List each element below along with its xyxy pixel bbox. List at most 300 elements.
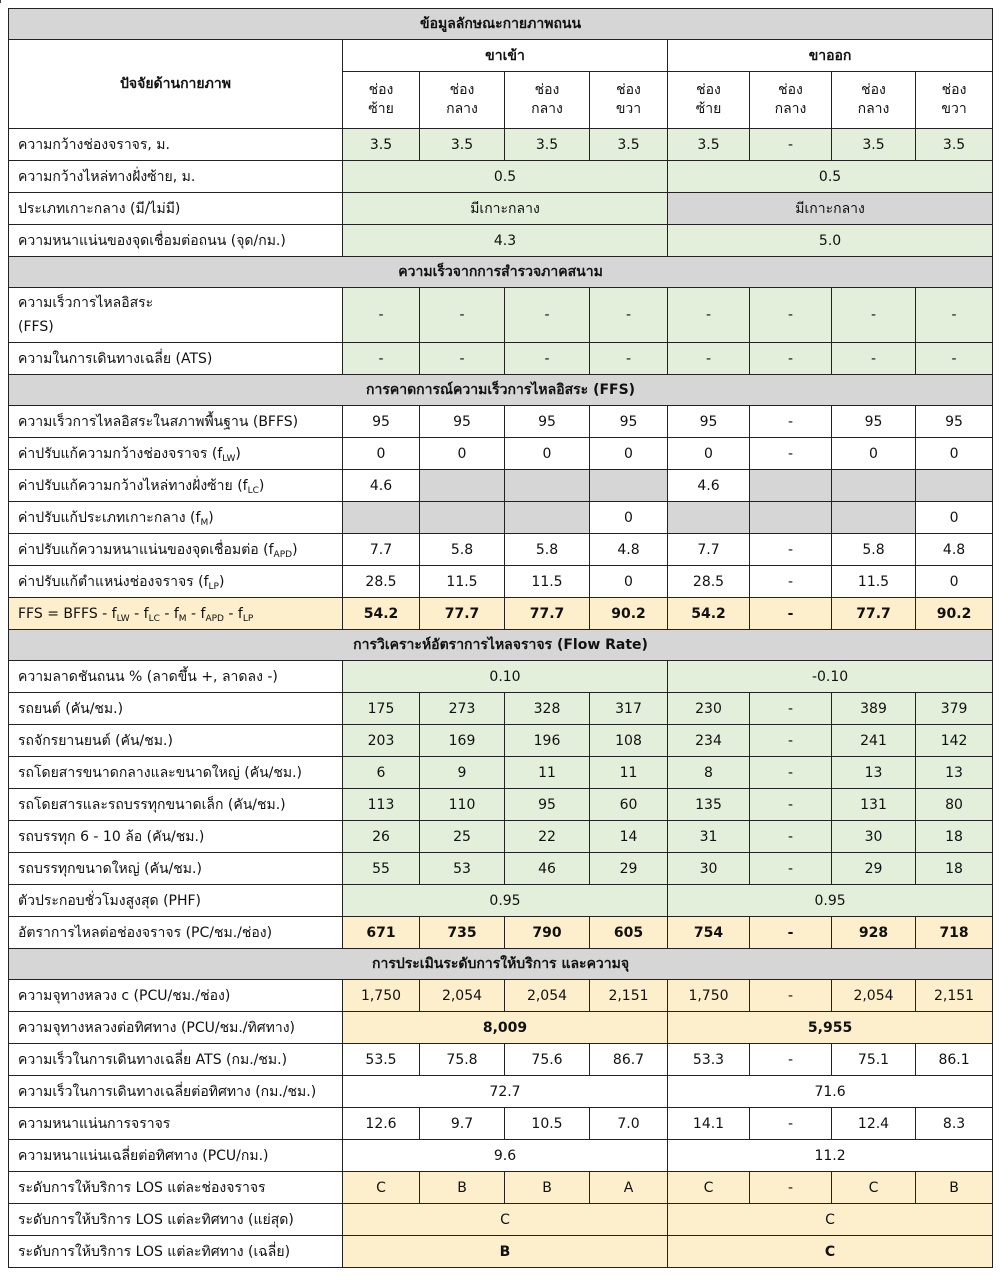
cell-lane-3: 790 xyxy=(505,917,590,949)
cell-lane-7: 389 xyxy=(832,693,916,725)
cell-inbound: 4.3 xyxy=(343,225,668,257)
cell-lane-5 xyxy=(668,502,750,534)
cell-lane-5: 7.7 xyxy=(668,534,750,566)
cell-lane-6: - xyxy=(750,598,832,630)
cell-lane-1: 7.7 xyxy=(343,534,420,566)
lane-header-line-2: กลาง xyxy=(774,101,807,117)
label-text: ค่าปรับแก้ความหนาแน่นของจุดเชื่อมต่อ (f xyxy=(18,541,274,558)
cell-lane-7: 29 xyxy=(832,853,916,885)
cell-lane-4: 11 xyxy=(590,757,668,789)
ats-dir-row xyxy=(9,1076,993,1108)
median-row xyxy=(9,193,993,225)
cell-lane-1: 175 xyxy=(343,693,420,725)
lane-header-7 xyxy=(832,72,916,129)
cell-lane-5: 31 xyxy=(668,821,750,853)
cell-lane-5: 230 xyxy=(668,693,750,725)
cell-lane-3: - xyxy=(505,288,590,343)
cell-lane-2: 5.8 xyxy=(420,534,505,566)
cell-lane-8: 0 xyxy=(916,502,993,534)
cell-lane-8: 90.2 xyxy=(916,598,993,630)
density-dir-row xyxy=(9,1140,993,1172)
lane-header-4 xyxy=(590,72,668,129)
cell-lane-2: B xyxy=(420,1172,505,1204)
subscript: LC xyxy=(247,485,259,496)
cell-lane-4: 2,151 xyxy=(590,980,668,1012)
row-label: ความเร็วการไหลอิสระในสภาพพื้นฐาน (BFFS) xyxy=(9,406,343,438)
subscript: LC xyxy=(148,613,160,624)
formula-part: FFS = BFFS - f xyxy=(18,605,117,622)
ffs-result-row xyxy=(9,598,993,630)
cell-lane-1: 4.6 xyxy=(343,470,420,502)
cell-lane-1: 3.5 xyxy=(343,129,420,161)
subscript: LW xyxy=(222,453,236,464)
cell-lane-7: 5.8 xyxy=(832,534,916,566)
cell-lane-8: 18 xyxy=(916,853,993,885)
cell-lane-2: 9 xyxy=(420,757,505,789)
row-label: รถโดยสารขนาดกลางและขนาดใหญ่ (คัน/ชม.) xyxy=(9,757,343,789)
lane-header-line-2: กลาง xyxy=(857,101,890,117)
subscript: M xyxy=(200,517,209,528)
section-ffs-prediction-row xyxy=(9,375,993,406)
cell-lane-5: 14.1 xyxy=(668,1108,750,1140)
outbound-header: ขาออก xyxy=(668,40,993,72)
vehicle-row-6 xyxy=(9,853,993,885)
cell-lane-6: - xyxy=(750,980,832,1012)
cell-outbound: มีเกาะกลาง xyxy=(668,193,993,225)
lane-header-line-1: ช่อง xyxy=(861,82,886,98)
cell-lane-1: 6 xyxy=(343,757,420,789)
cell-outbound: 5.0 xyxy=(668,225,993,257)
cell-outbound: -0.10 xyxy=(668,661,993,693)
cell-lane-1: 26 xyxy=(343,821,420,853)
flow-rate-row xyxy=(9,917,993,949)
subscript: LP xyxy=(208,581,219,592)
cell-lane-8: 0 xyxy=(916,438,993,470)
cell-lane-7: 3.5 xyxy=(832,129,916,161)
row-label: ความจุทางหลวง c (PCU/ชม./ช่อง) xyxy=(9,980,343,1012)
los-lane-row xyxy=(9,1172,993,1204)
cell-lane-3 xyxy=(505,502,590,534)
label-text: ค่าปรับแก้ประเภทเกาะกลาง (f xyxy=(18,509,201,526)
cell-lane-2: 0 xyxy=(420,438,505,470)
cell-lane-4: - xyxy=(590,343,668,375)
header-row-1 xyxy=(9,40,993,72)
cell-lane-2: 110 xyxy=(420,789,505,821)
cell-lane-6: - xyxy=(750,1172,832,1204)
cell-lane-2: 9.7 xyxy=(420,1108,505,1140)
field-ffs-row xyxy=(9,288,993,343)
row-label: ความเร็วในการเดินทางเฉลี่ย ATS (กม./ชม.) xyxy=(9,1044,343,1076)
section-ffs-prediction: การคาดการณ์ความเร็วการไหลอิสระ (FFS) xyxy=(9,375,993,406)
cell-lane-2: 75.8 xyxy=(420,1044,505,1076)
cell-lane-2: 2,054 xyxy=(420,980,505,1012)
cell-lane-8: 718 xyxy=(916,917,993,949)
cell-lane-6: - xyxy=(750,534,832,566)
cell-lane-1 xyxy=(343,502,420,534)
cell-lane-2: - xyxy=(420,288,505,343)
row-label: ระดับการให้บริการ LOS แต่ละทิศทาง (แย่สุด) xyxy=(9,1204,343,1236)
cell-lane-1: 203 xyxy=(343,725,420,757)
bffs-row xyxy=(9,406,993,438)
cell-outbound: C xyxy=(668,1236,993,1268)
vehicle-row-5 xyxy=(9,821,993,853)
row-label: ประเภทเกาะกลาง (มี/ไม่มี) xyxy=(9,193,343,225)
section-field-speed: ความเร็วจากการสำรวจภาคสนาม xyxy=(9,257,993,288)
cell-lane-6: - xyxy=(750,406,832,438)
cell-lane-4: 605 xyxy=(590,917,668,949)
row-label xyxy=(9,438,343,470)
capacity-row xyxy=(9,980,993,1012)
lane-header-2 xyxy=(420,72,505,129)
cell-lane-4: 95 xyxy=(590,406,668,438)
cell-outbound: 0.95 xyxy=(668,885,993,917)
row-label: ความในการเดินทางเฉลี่ย (ATS) xyxy=(9,343,343,375)
label-line-1: ความเร็วการไหลอิสระ xyxy=(18,295,154,311)
cell-lane-5: 54.2 xyxy=(668,598,750,630)
subscript: APD xyxy=(273,549,293,560)
cell-lane-6: - xyxy=(750,438,832,470)
row-label: ความหนาแน่นการจราจร xyxy=(9,1108,343,1140)
lane-header-line-1: ช่อง xyxy=(368,82,394,98)
cell-lane-6: - xyxy=(750,789,832,821)
cell-lane-4: 3.5 xyxy=(590,129,668,161)
cell-lane-5: 754 xyxy=(668,917,750,949)
cell-lane-1: 0 xyxy=(343,438,420,470)
lane-header-line-1: ช่อง xyxy=(534,82,560,98)
cell-lane-5: 1,750 xyxy=(668,980,750,1012)
row-label: ระดับการให้บริการ LOS แต่ละทิศทาง (เฉลี่ย) xyxy=(9,1236,343,1268)
cell-lane-7: 12.4 xyxy=(832,1108,916,1140)
label-line-2: (FFS) xyxy=(18,319,54,335)
cell-lane-3: 75.6 xyxy=(505,1044,590,1076)
cell-lane-5: 135 xyxy=(668,789,750,821)
cell-lane-3: 11 xyxy=(505,757,590,789)
subscript: APD xyxy=(205,613,224,624)
row-label: ความกว้างช่องจราจร, ม. xyxy=(9,129,343,161)
road-analysis-table xyxy=(8,8,993,1268)
cell-lane-7: 11.5 xyxy=(832,566,916,598)
cell-lane-6: - xyxy=(750,821,832,853)
label-text: ค่าปรับแก้ความกว้างช่องจราจร (f xyxy=(18,445,223,462)
cell-lane-3: 46 xyxy=(505,853,590,885)
cell-lane-4: 108 xyxy=(590,725,668,757)
cell-lane-5: 0 xyxy=(668,438,750,470)
subscript: LW xyxy=(116,613,130,624)
cell-lane-6: - xyxy=(750,693,832,725)
cell-lane-4: 7.0 xyxy=(590,1108,668,1140)
factor-header: ปัจจัยด้านกายภาพ xyxy=(9,40,343,129)
cell-lane-7: 77.7 xyxy=(832,598,916,630)
cell-lane-3: 77.7 xyxy=(505,598,590,630)
cell-lane-4: 0 xyxy=(590,502,668,534)
cell-lane-6: - xyxy=(750,853,832,885)
cell-lane-8: 142 xyxy=(916,725,993,757)
cell-lane-7: 95 xyxy=(832,406,916,438)
cell-inbound: 0.95 xyxy=(343,885,668,917)
cell-lane-8: - xyxy=(916,343,993,375)
cell-lane-8: 86.1 xyxy=(916,1044,993,1076)
row-label: ตัวประกอบชั่วโมงสูงสุด (PHF) xyxy=(9,885,343,917)
cell-lane-5: 8 xyxy=(668,757,750,789)
cell-lane-5: 4.6 xyxy=(668,470,750,502)
fm-row xyxy=(9,502,993,534)
cell-lane-6 xyxy=(750,470,832,502)
cell-lane-7: - xyxy=(832,343,916,375)
cell-lane-7: 13 xyxy=(832,757,916,789)
cell-lane-3: 95 xyxy=(505,406,590,438)
cell-lane-6: - xyxy=(750,1044,832,1076)
grade-row xyxy=(9,661,993,693)
section-physical: ข้อมูลลักษณะกายภาพถนน xyxy=(9,9,993,40)
cell-lane-7 xyxy=(832,470,916,502)
cell-lane-5: 234 xyxy=(668,725,750,757)
row-label: รถบรรทุกขนาดใหญ่ (คัน/ชม.) xyxy=(9,853,343,885)
cell-lane-6: - xyxy=(750,917,832,949)
cell-lane-5: 3.5 xyxy=(668,129,750,161)
lane-header-line-1: ช่อง xyxy=(941,82,967,98)
cell-outbound: 11.2 xyxy=(668,1140,993,1172)
cell-lane-4: 317 xyxy=(590,693,668,725)
cell-lane-2: 273 xyxy=(420,693,505,725)
cell-lane-5: 28.5 xyxy=(668,566,750,598)
cell-lane-4: - xyxy=(590,288,668,343)
field-ats-row xyxy=(9,343,993,375)
cell-lane-8: B xyxy=(916,1172,993,1204)
cell-lane-7: - xyxy=(832,288,916,343)
vehicle-row-2 xyxy=(9,725,993,757)
cell-lane-7: 0 xyxy=(832,438,916,470)
cell-lane-7: C xyxy=(832,1172,916,1204)
row-label: ความหนาแน่นของจุดเชื่อมต่อถนน (จุด/กม.) xyxy=(9,225,343,257)
subscript: M xyxy=(178,613,187,624)
flw-row xyxy=(9,438,993,470)
formula-part: - f xyxy=(223,605,243,622)
cell-lane-5: C xyxy=(668,1172,750,1204)
cell-lane-8: 0 xyxy=(916,566,993,598)
section-flow-rate: การวิเคราะห์อัตราการไหลจราจร (Flow Rate) xyxy=(9,630,993,661)
vehicle-row-4 xyxy=(9,789,993,821)
cell-lane-8: 3.5 xyxy=(916,129,993,161)
cell-lane-8: 8.3 xyxy=(916,1108,993,1140)
cell-lane-3: 5.8 xyxy=(505,534,590,566)
cell-lane-7: 75.1 xyxy=(832,1044,916,1076)
vehicle-row-3 xyxy=(9,757,993,789)
cell-lane-1: 28.5 xyxy=(343,566,420,598)
cell-lane-3: 196 xyxy=(505,725,590,757)
cell-lane-6: - xyxy=(750,757,832,789)
cell-lane-4: 4.8 xyxy=(590,534,668,566)
lane-header-1 xyxy=(343,72,420,129)
formula-part: - f xyxy=(129,605,149,622)
cell-lane-6: - xyxy=(750,725,832,757)
row-label xyxy=(9,534,343,566)
row-label: ความเร็วในการเดินทางเฉลี่ยต่อทิศทาง (กม./ชม.) xyxy=(9,1076,343,1108)
formula-part: - f xyxy=(159,605,179,622)
row-label xyxy=(9,566,343,598)
cell-lane-5: - xyxy=(668,343,750,375)
cell-inbound: 72.7 xyxy=(343,1076,668,1108)
cell-lane-1: - xyxy=(343,343,420,375)
cell-lane-2: 11.5 xyxy=(420,566,505,598)
lane-header-line-2: ซ้าย xyxy=(368,101,394,117)
cell-lane-7: 2,054 xyxy=(832,980,916,1012)
lane-header-line-2: ขวา xyxy=(941,101,967,117)
section-physical-row xyxy=(9,9,993,40)
row-label: รถโดยสารและรถบรรทุกขนาดเล็ก (คัน/ชม.) xyxy=(9,789,343,821)
cell-lane-4: 29 xyxy=(590,853,668,885)
cell-lane-6: - xyxy=(750,1108,832,1140)
cell-lane-1: 1,750 xyxy=(343,980,420,1012)
cell-lane-8: 2,151 xyxy=(916,980,993,1012)
ats-row xyxy=(9,1044,993,1076)
cell-lane-1: 95 xyxy=(343,406,420,438)
cell-outbound: 0.5 xyxy=(668,161,993,193)
cell-lane-2: 95 xyxy=(420,406,505,438)
label-tail: ) xyxy=(235,445,241,462)
row-label: ความจุทางหลวงต่อทิศทาง (PCU/ชม./ทิศทาง) xyxy=(9,1012,343,1044)
cell-lane-3: 11.5 xyxy=(505,566,590,598)
cell-lane-6 xyxy=(750,502,832,534)
lane-header-line-2: ซ้าย xyxy=(695,101,722,117)
cell-lane-5: 95 xyxy=(668,406,750,438)
cell-lane-7: 928 xyxy=(832,917,916,949)
cell-inbound: 8,009 xyxy=(343,1012,668,1044)
fapd-row xyxy=(9,534,993,566)
cell-lane-8: 4.8 xyxy=(916,534,993,566)
lane-header-line-1: ช่อง xyxy=(778,82,803,98)
lane-header-line-1: ช่อง xyxy=(696,82,721,98)
cell-lane-3 xyxy=(505,470,590,502)
cell-lane-2: 169 xyxy=(420,725,505,757)
cell-lane-1: 113 xyxy=(343,789,420,821)
los-worst-row xyxy=(9,1204,993,1236)
cell-lane-4: 0 xyxy=(590,438,668,470)
cell-lane-8 xyxy=(916,470,993,502)
label-tail: ) xyxy=(218,573,225,590)
cell-inbound: มีเกาะกลาง xyxy=(343,193,668,225)
cell-lane-3: 328 xyxy=(505,693,590,725)
row-label: ระดับการให้บริการ LOS แต่ละช่องจราจร xyxy=(9,1172,343,1204)
cell-lane-2: 25 xyxy=(420,821,505,853)
inbound-header: ขาเข้า xyxy=(343,40,668,72)
row-label xyxy=(9,470,343,502)
cell-outbound: 5,955 xyxy=(668,1012,993,1044)
section-flow-rate-row xyxy=(9,630,993,661)
row-label: อัตราการไหลต่อช่องจราจร (PC/ชม./ช่อง) xyxy=(9,917,343,949)
cell-lane-4: 60 xyxy=(590,789,668,821)
cell-lane-4: 0 xyxy=(590,566,668,598)
lane-header-line-2: กลาง xyxy=(531,101,563,117)
cell-lane-4: A xyxy=(590,1172,668,1204)
cell-lane-3: B xyxy=(505,1172,590,1204)
subscript: LP xyxy=(242,613,254,624)
cell-inbound: 0.5 xyxy=(343,161,668,193)
cell-lane-3: 2,054 xyxy=(505,980,590,1012)
cell-lane-2 xyxy=(420,502,505,534)
los-avg-row xyxy=(9,1236,993,1268)
cell-lane-7: 241 xyxy=(832,725,916,757)
cell-lane-7: 131 xyxy=(832,789,916,821)
cell-lane-8: - xyxy=(916,288,993,343)
flc-row xyxy=(9,470,993,502)
cell-lane-4: 90.2 xyxy=(590,598,668,630)
row-label xyxy=(9,502,343,534)
access-density-row xyxy=(9,225,993,257)
lane-header-line-1: ช่อง xyxy=(616,82,641,98)
cell-outbound: 71.6 xyxy=(668,1076,993,1108)
section-los: การประเมินระดับการให้บริการ และความจุ xyxy=(9,949,993,980)
cell-lane-5: - xyxy=(668,288,750,343)
capacity-dir-row xyxy=(9,1012,993,1044)
label-text: ค่าปรับแก้ตำแหน่งช่องจราจร (f xyxy=(18,573,209,590)
lane-header-8 xyxy=(916,72,993,129)
density-row xyxy=(9,1108,993,1140)
cell-lane-2: 3.5 xyxy=(420,129,505,161)
cell-inbound: B xyxy=(343,1236,668,1268)
row-label: รถบรรทุก 6 - 10 ล้อ (คัน/ชม.) xyxy=(9,821,343,853)
cell-lane-2: 53 xyxy=(420,853,505,885)
cell-lane-3: 10.5 xyxy=(505,1108,590,1140)
cell-lane-4 xyxy=(590,470,668,502)
cell-inbound: 0.10 xyxy=(343,661,668,693)
cell-lane-5: 30 xyxy=(668,853,750,885)
cell-lane-6: - xyxy=(750,129,832,161)
lane-header-3 xyxy=(505,72,590,129)
cell-lane-3: 22 xyxy=(505,821,590,853)
cell-lane-7: 30 xyxy=(832,821,916,853)
cell-lane-6: - xyxy=(750,288,832,343)
cell-lane-2: - xyxy=(420,343,505,375)
lane-header-line-2: ขวา xyxy=(615,101,642,117)
label-tail: ) xyxy=(292,541,298,558)
cell-lane-3: 95 xyxy=(505,789,590,821)
label-text: ค่าปรับแก้ความกว้างไหล่ทางฝั่งซ้าย (f xyxy=(18,477,248,494)
cell-lane-4: 86.7 xyxy=(590,1044,668,1076)
cell-lane-3: - xyxy=(505,343,590,375)
cell-lane-8: 95 xyxy=(916,406,993,438)
section-los-row xyxy=(9,949,993,980)
cell-lane-1: 12.6 xyxy=(343,1108,420,1140)
cell-lane-3: 0 xyxy=(505,438,590,470)
row-label: รถจักรยานยนต์ (คัน/ชม.) xyxy=(9,725,343,757)
lane-header-line-1: ช่อง xyxy=(449,82,475,98)
cell-lane-1: 671 xyxy=(343,917,420,949)
cell-lane-7 xyxy=(832,502,916,534)
cell-lane-1: 53.5 xyxy=(343,1044,420,1076)
lane-width-row xyxy=(9,129,993,161)
flp-row xyxy=(9,566,993,598)
cell-lane-4: 14 xyxy=(590,821,668,853)
label-tail: ) xyxy=(208,509,214,526)
shoulder-row xyxy=(9,161,993,193)
row-label: ความกว้างไหล่ทางฝั่งซ้าย, ม. xyxy=(9,161,343,193)
lane-header-5 xyxy=(668,72,750,129)
cell-outbound: C xyxy=(668,1204,993,1236)
ffs-formula xyxy=(9,598,343,630)
cell-inbound: C xyxy=(343,1204,668,1236)
vehicle-row-1 xyxy=(9,693,993,725)
cell-lane-2: 735 xyxy=(420,917,505,949)
row-label xyxy=(9,288,343,343)
cell-lane-1: C xyxy=(343,1172,420,1204)
cell-lane-6: - xyxy=(750,343,832,375)
lane-header-6 xyxy=(750,72,832,129)
cell-lane-3: 3.5 xyxy=(505,129,590,161)
cell-lane-8: 379 xyxy=(916,693,993,725)
cell-lane-1: - xyxy=(343,288,420,343)
formula-part: - f xyxy=(186,605,206,622)
cell-lane-2 xyxy=(420,470,505,502)
